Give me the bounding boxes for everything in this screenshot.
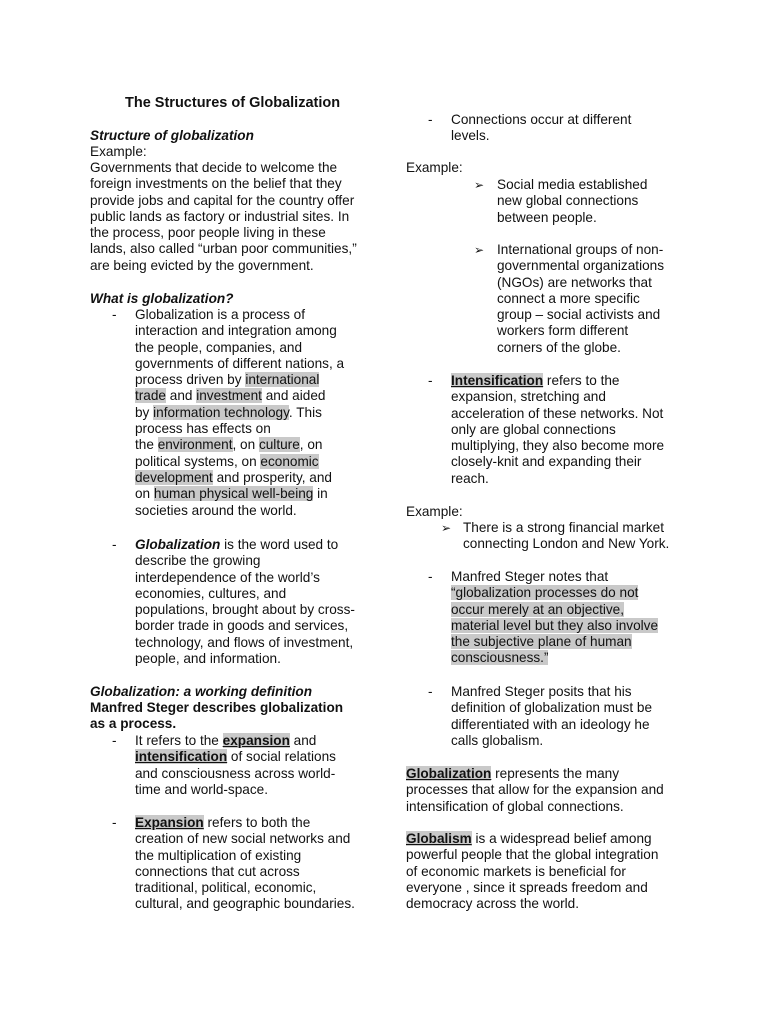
text-line: Social media established xyxy=(497,177,648,192)
text-line: cultural, and geographic boundaries. xyxy=(135,896,355,912)
dash-bullet: - xyxy=(112,815,117,830)
text-line: traditional, political, economic, xyxy=(135,880,317,896)
heading-working-definition: Globalization: a working definition xyxy=(90,684,313,699)
text-span: by xyxy=(135,404,154,420)
heading-what-is: What is globalization? xyxy=(90,291,234,306)
dash-bullet: - xyxy=(428,112,433,127)
dash-bullet: - xyxy=(112,733,117,748)
highlight: economic xyxy=(260,453,319,469)
highlight: investment xyxy=(196,388,262,404)
text-span: the xyxy=(135,437,158,453)
text-line: closely-knit and expanding their xyxy=(451,454,642,470)
text-line: (NGOs) are networks that xyxy=(497,274,652,290)
page-title: The Structures of Globalization xyxy=(125,95,341,111)
text-line: new global connections xyxy=(497,193,639,209)
text-span: is a widespread belief among xyxy=(471,831,652,846)
text-line: connections that cut across xyxy=(135,863,300,879)
text-line: acceleration of these networks. Not xyxy=(451,405,664,421)
highlight: information technology xyxy=(153,404,289,420)
text-line: intensification of global connections. xyxy=(406,798,624,814)
highlight: development xyxy=(135,469,213,485)
highlight: expansion xyxy=(222,733,290,748)
bullet-globalization-word xyxy=(135,537,367,667)
text-span: refers to both the xyxy=(203,815,311,830)
text-line: the process, poor people living in these xyxy=(90,225,326,241)
text-span: in xyxy=(313,486,328,502)
highlight: Expansion xyxy=(135,815,204,830)
text-line: only are global connections xyxy=(451,421,616,437)
bullet-intensification xyxy=(451,373,681,487)
text-line: Globalization is a process of xyxy=(135,307,306,322)
text-span: and xyxy=(289,733,317,748)
text-line: the multiplication of existing xyxy=(135,847,302,863)
bullet-steger-notes xyxy=(451,569,683,667)
highlight: culture xyxy=(258,437,300,453)
text-line: border trade in goods and services, xyxy=(135,618,349,634)
bullet-refers-to xyxy=(135,733,367,798)
text-span: and prosperity, and xyxy=(212,469,332,485)
dash-bullet: - xyxy=(428,684,433,699)
text-line: reach. xyxy=(451,470,489,486)
text-line: governments of different nations, a xyxy=(135,355,345,371)
dash-bullet: - xyxy=(428,569,433,584)
example-label: Example: xyxy=(406,504,463,519)
text-line: economies, cultures, and xyxy=(135,585,287,601)
highlight: Globalism xyxy=(406,831,472,846)
text-line: There is a strong financial market xyxy=(463,520,664,535)
bullet-expansion xyxy=(135,815,367,913)
text-span: , on xyxy=(299,437,323,453)
text-line: between people. xyxy=(497,209,597,225)
text-line: democracy across the world. xyxy=(406,896,580,912)
text-line: governmental organizations xyxy=(497,258,665,274)
text-line: expansion, stretching and xyxy=(451,389,606,405)
text-line: International groups of non- xyxy=(497,242,664,257)
highlight: environment xyxy=(157,437,233,453)
text-line: public lands as factory or industrial sites. In xyxy=(90,208,350,224)
highlight: occur merely at an objective, xyxy=(451,601,625,617)
text-line: calls globalism. xyxy=(451,732,544,748)
text-line: differentiated with an ideology he xyxy=(451,716,650,732)
text-span: is the word used to xyxy=(220,537,339,552)
text-line: process has effects on xyxy=(135,421,271,437)
text-line: the people, companies, and xyxy=(135,339,303,355)
highlight: international xyxy=(245,372,320,388)
text-span: and aided xyxy=(261,388,326,404)
highlight: consciousness.” xyxy=(451,650,549,666)
text-line: describe the growing xyxy=(135,553,261,569)
dash-bullet: - xyxy=(112,537,117,552)
example-paragraph xyxy=(90,160,357,274)
text-span: and xyxy=(165,388,197,404)
text-span: political systems, on xyxy=(135,453,261,469)
heading-structure: Structure of globalization xyxy=(90,128,254,143)
text-line: lands, also called “urban poor communities,” xyxy=(90,241,357,257)
text-line: interdependence of the world’s xyxy=(135,569,320,585)
steger-intro xyxy=(90,700,343,733)
highlight: Intensification xyxy=(451,373,544,388)
arrow-item-financial-market xyxy=(463,520,685,553)
dash-bullet: - xyxy=(112,307,117,322)
bullet-steger-posits xyxy=(451,684,681,749)
text-line: Connections occur at different xyxy=(451,112,632,127)
text-span: process driven by xyxy=(135,372,246,388)
dash-bullet: - xyxy=(428,373,433,388)
bullet-globalization-process xyxy=(135,307,367,519)
text-span: on xyxy=(135,486,154,502)
paragraph-globalization xyxy=(406,766,682,815)
highlight: material level but they also involve xyxy=(451,617,659,633)
text-line: Governments that decide to welcome the xyxy=(90,160,338,175)
arrow-bullet-icon: ➢ xyxy=(441,521,452,535)
text-line: connecting London and New York. xyxy=(463,536,670,552)
text-line: foreign investments on the belief that they xyxy=(90,176,342,192)
bold-term: Globalization xyxy=(135,537,221,552)
highlight: Globalization xyxy=(406,766,492,781)
text-line: group – social activists and xyxy=(497,307,661,323)
text-line: corners of the globe. xyxy=(497,339,621,355)
text-line: populations, brought about by cross- xyxy=(135,602,355,618)
text-line: interaction and integration among xyxy=(135,323,337,339)
text-line: Manfred Steger describes globalization xyxy=(90,700,344,715)
text-span: It refers to the xyxy=(135,733,223,748)
text-line: definition of globalization must be xyxy=(451,700,653,716)
text-line: Manfred Steger notes that xyxy=(451,569,609,584)
text-line: societies around the world. xyxy=(135,502,297,518)
text-span: . This xyxy=(288,404,322,420)
text-line: connect a more specific xyxy=(497,290,640,306)
text-line: time and world-space. xyxy=(135,781,268,797)
highlight: the subjective plane of human xyxy=(451,634,632,650)
bullet-connections-levels xyxy=(451,112,681,145)
text-line: and consciousness across world- xyxy=(135,765,336,781)
example-label: Example: xyxy=(90,144,147,159)
arrow-bullet-icon: ➢ xyxy=(474,243,485,257)
highlight: intensification xyxy=(135,749,228,765)
text-span: , on xyxy=(232,437,259,453)
text-span: refers to the xyxy=(543,373,620,388)
text-span: of social relations xyxy=(227,749,336,765)
text-line: everyone , since it spreads freedom and xyxy=(406,879,648,895)
arrow-item-ngos xyxy=(497,242,681,356)
highlight: human physical well-being xyxy=(153,486,314,502)
text-line: workers form different xyxy=(497,323,629,339)
example-label: Example: xyxy=(406,160,463,175)
text-line: processes that allow for the expansion and xyxy=(406,782,664,798)
text-line: of economic markets is beneficial for xyxy=(406,863,626,879)
highlight: trade xyxy=(135,388,166,404)
arrow-bullet-icon: ➢ xyxy=(474,178,485,192)
text-line: are being evicted by the government. xyxy=(90,257,314,273)
arrow-item-social-media xyxy=(497,177,681,226)
text-line: multiplying, they also become more xyxy=(451,438,665,454)
text-span: represents the many xyxy=(491,766,620,781)
paragraph-globalism xyxy=(406,831,682,912)
text-line: Manfred Steger posits that his xyxy=(451,684,632,699)
text-line: levels. xyxy=(451,128,490,144)
text-line: as a process. xyxy=(90,716,177,732)
text-line: provide jobs and capital for the country offer xyxy=(90,192,355,208)
text-line: creation of new social networks and xyxy=(135,831,351,847)
text-line: technology, and flows of investment, xyxy=(135,634,354,650)
highlight: “globalization processes do not xyxy=(451,585,639,601)
text-line: powerful people that the global integration xyxy=(406,847,659,863)
text-line: people, and information. xyxy=(135,651,281,667)
